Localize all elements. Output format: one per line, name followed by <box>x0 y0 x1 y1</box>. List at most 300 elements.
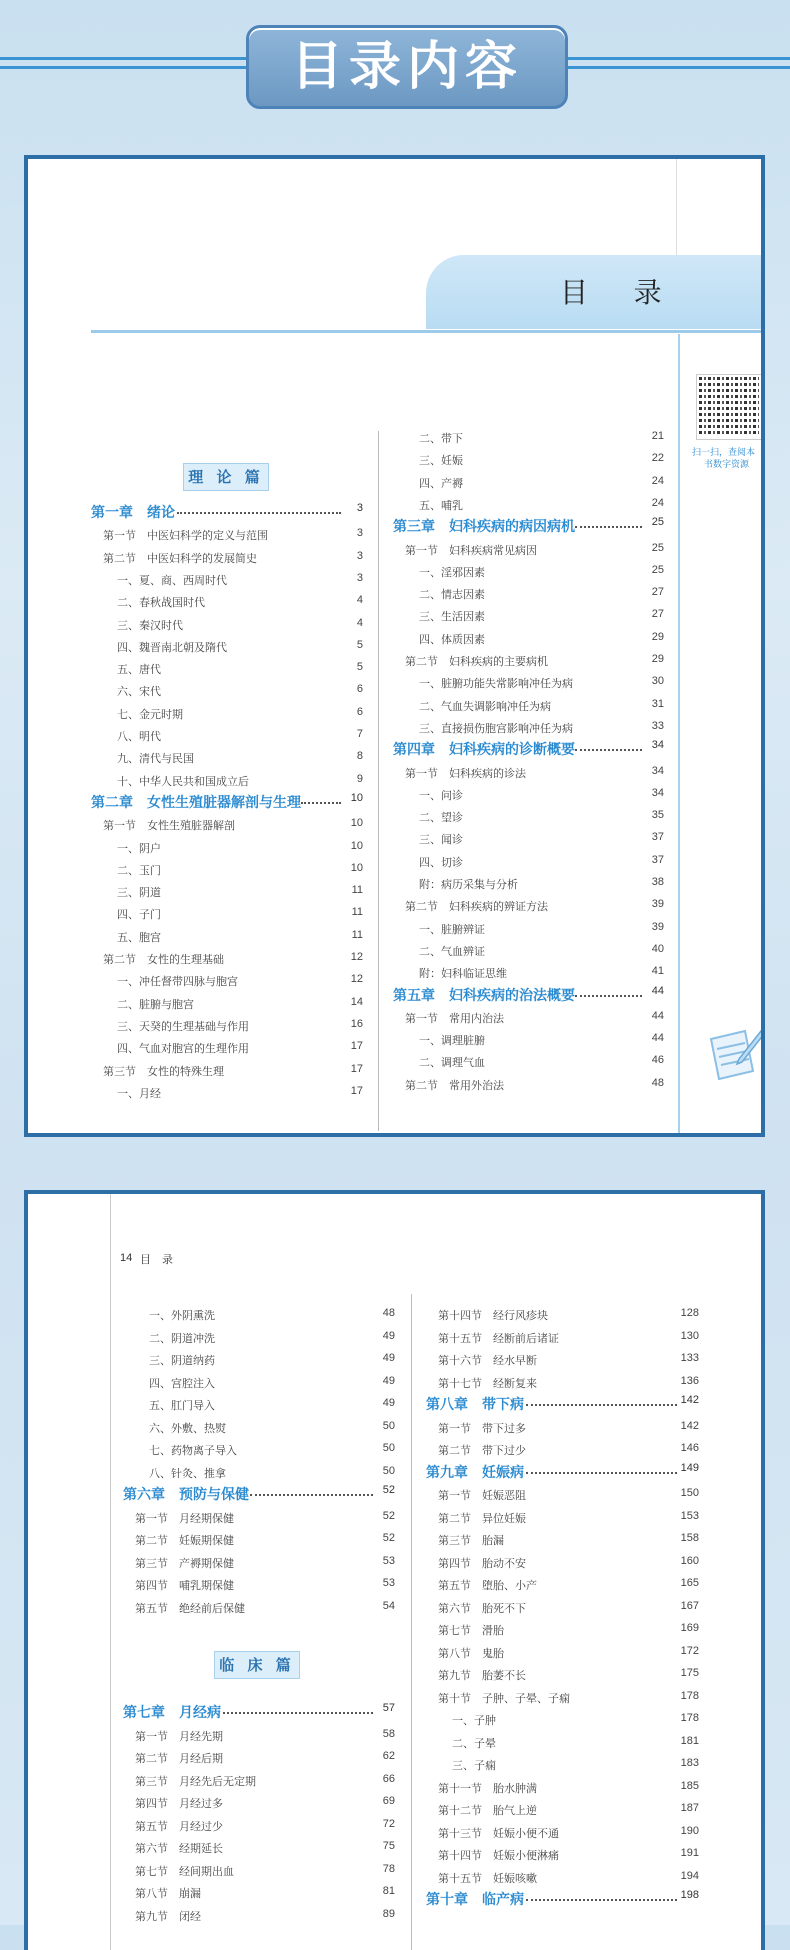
toc-entry-page: 187 <box>680 1802 699 1814</box>
toc-entry-title: 附：病历采集与分析 <box>419 878 518 891</box>
toc-entry-page: 175 <box>680 1667 699 1679</box>
toc-item[interactable] <box>117 1085 363 1107</box>
toc-section[interactable] <box>438 1352 699 1375</box>
toc-entry-page: 31 <box>651 697 664 710</box>
toc-section[interactable] <box>438 1420 699 1443</box>
toc-item[interactable] <box>117 706 363 728</box>
toc-entry-page: 25 <box>651 516 664 529</box>
toc-entry-page: 160 <box>680 1554 699 1567</box>
toc-entry-page: 48 <box>382 1307 395 1319</box>
toc-leader-dots <box>526 1889 677 1901</box>
toc-entry-page: 190 <box>680 1824 699 1837</box>
toc-entry-page: 158 <box>680 1532 699 1544</box>
toc-entry-page: 12 <box>350 973 363 986</box>
toc-item[interactable] <box>117 996 363 1018</box>
toc-entry-title: 第二节 中医妇科学的发展简史 <box>103 551 257 565</box>
toc-item[interactable] <box>452 1735 699 1758</box>
toc-item[interactable] <box>452 1712 699 1735</box>
toc-item[interactable] <box>419 475 664 497</box>
toc-entry-page: 14 <box>350 995 363 1008</box>
toc-section[interactable] <box>405 1077 664 1099</box>
toc-entry-title: 第五节 绝经前后保健 <box>135 1601 245 1615</box>
toc-section[interactable] <box>135 1885 395 1908</box>
toc-item[interactable] <box>149 1330 395 1353</box>
toc-leader-dots <box>250 1484 373 1496</box>
toc-section[interactable] <box>438 1780 699 1803</box>
toc-entry-title: 第二节 妇科疾病的辨证方法 <box>405 900 548 914</box>
toc-entry-title: 二、气血辨证 <box>419 944 485 958</box>
toc-entry-title: 第七章 月经病 <box>123 1704 221 1720</box>
toc-leader-dots <box>526 1462 677 1474</box>
toc-entry-page: 44 <box>651 984 664 997</box>
toc-item[interactable] <box>419 809 664 831</box>
toc-entry-title: 第一节 月经期保健 <box>135 1511 234 1525</box>
toc-entry-title: 第六节 胎死不下 <box>438 1601 526 1615</box>
toc-entry-title: 三、闻诊 <box>419 833 463 847</box>
toc-entry-page: 62 <box>382 1750 395 1762</box>
toc-section[interactable] <box>438 1577 699 1600</box>
toc-entry-page: 50 <box>382 1442 395 1454</box>
toc-entry-page: 4 <box>356 616 363 629</box>
toc-section[interactable] <box>103 1063 363 1085</box>
toc-item[interactable] <box>117 1018 363 1040</box>
toc-entry-page: 3 <box>356 549 363 562</box>
toc-page-1 <box>24 155 765 1137</box>
toc-item[interactable] <box>117 750 363 772</box>
toc-entry-page: 10 <box>350 839 363 852</box>
toc-section[interactable] <box>103 550 363 572</box>
toc-entry-page: 191 <box>680 1847 699 1859</box>
toc-entry-title: 二、玉门 <box>117 863 161 877</box>
toc-entry-page: 44 <box>651 1032 664 1045</box>
toc-section[interactable] <box>405 653 664 675</box>
toc-entry-page: 10 <box>350 791 363 804</box>
toc-entry-page: 136 <box>680 1374 699 1387</box>
toc-entry-page: 49 <box>382 1374 395 1387</box>
toc-entry-title: 五、唐代 <box>117 663 161 677</box>
toc-entry-title: 七、金元时期 <box>117 707 183 721</box>
toc-item[interactable] <box>117 661 363 683</box>
toc-item[interactable] <box>419 586 664 608</box>
toc-chapter[interactable] <box>91 792 363 814</box>
toc-entry-title: 第二节 妇科疾病的主要病机 <box>405 655 548 668</box>
toc-entry-page: 37 <box>651 831 664 844</box>
toc-section[interactable] <box>438 1690 699 1713</box>
toc-entry-page: 81 <box>382 1885 395 1897</box>
toc-item[interactable] <box>419 631 664 653</box>
toc-entry-title: 第二章 女性生殖脏器解剖与生理 <box>91 793 301 810</box>
toc-entry-title: 五、肛门导入 <box>149 1399 215 1412</box>
toc-entry-page: 5 <box>356 661 363 674</box>
toc-section[interactable] <box>135 1577 395 1600</box>
toc-entry-page: 167 <box>680 1599 699 1612</box>
toc-section[interactable] <box>438 1330 699 1353</box>
toc-entry-title: 八、明代 <box>117 730 161 743</box>
toc-entry-page: 41 <box>651 965 664 978</box>
toc-leader-dots <box>575 739 642 751</box>
toc-item[interactable] <box>117 572 363 594</box>
toc-item[interactable] <box>117 840 363 862</box>
toc-section[interactable] <box>135 1728 395 1751</box>
toc-entry-title: 二、子晕 <box>452 1736 496 1750</box>
toc-section[interactable] <box>405 542 664 564</box>
toc-item[interactable] <box>117 728 363 750</box>
toc-entry-title: 一、脏腑功能失常影响冲任为病 <box>419 677 573 691</box>
toc-entry-title: 第十五节 经断前后诸证 <box>438 1331 559 1345</box>
toc-section[interactable] <box>135 1795 395 1818</box>
toc-section[interactable] <box>135 1773 395 1796</box>
toc-entry-title: 二、气血失调影响冲任为病 <box>419 699 551 713</box>
toc-entry-page: 11 <box>351 906 363 919</box>
toc-entry-page: 49 <box>382 1329 395 1342</box>
toc-chapter[interactable] <box>426 1462 699 1485</box>
toc-section[interactable] <box>438 1825 699 1848</box>
toc-entry-page: 52 <box>382 1484 395 1496</box>
toc-section[interactable] <box>135 1818 395 1841</box>
part-label-clinical: 临 床 篇 <box>214 1651 300 1679</box>
toc-entry-title: 一、子肿 <box>452 1714 496 1727</box>
toc-entry-title: 四、子门 <box>117 908 161 922</box>
toc-entry-page: 35 <box>651 809 664 822</box>
page1-heading: 目 录 <box>560 276 664 309</box>
toc-section[interactable] <box>135 1750 395 1773</box>
toc-entry-title: 一、夏、商、西周时代 <box>117 573 227 587</box>
toc-entry-page: 46 <box>651 1054 664 1067</box>
toc-entry-page: 52 <box>382 1532 395 1544</box>
toc-leader-dots <box>177 502 341 514</box>
page2-header-page: 14 <box>120 1252 133 1264</box>
toc-section[interactable] <box>135 1863 395 1886</box>
toc-entry-page: 142 <box>680 1419 699 1432</box>
toc-item[interactable] <box>419 921 664 943</box>
toc-entry-title: 四、宫腔注入 <box>149 1376 215 1390</box>
toc-chapter[interactable] <box>393 516 664 538</box>
toc-entry-page: 130 <box>680 1329 699 1342</box>
page1-heading-rule <box>91 330 765 333</box>
toc-entry-page: 49 <box>382 1352 395 1364</box>
toc-entry-page: 34 <box>651 739 664 752</box>
toc-entry-title: 九、清代与民国 <box>117 752 194 766</box>
toc-entry-page: 178 <box>680 1712 699 1724</box>
toc-entry-title: 二、情志因素 <box>419 588 485 602</box>
toc-entry-page: 30 <box>651 675 664 688</box>
toc-chapter[interactable] <box>123 1484 395 1507</box>
toc-chapter[interactable] <box>123 1702 395 1725</box>
toc-entry-title: 二、春秋战国时代 <box>117 596 205 610</box>
toc-entry-page: 172 <box>680 1644 699 1657</box>
toc-entry-title: 四、产褥 <box>419 476 463 490</box>
toc-entry-page: 58 <box>382 1727 395 1740</box>
toc-section[interactable] <box>438 1487 699 1510</box>
toc-item[interactable] <box>117 1040 363 1062</box>
toc-item[interactable] <box>117 929 363 951</box>
toc-item[interactable] <box>419 452 664 474</box>
toc-item[interactable] <box>117 639 363 661</box>
toc-section[interactable] <box>135 1600 395 1623</box>
toc-item[interactable] <box>117 862 363 884</box>
toc-entry-title: 第三节 女性的特殊生理 <box>103 1064 224 1078</box>
page1-column-separator <box>378 431 379 1131</box>
toc-item[interactable] <box>149 1442 395 1465</box>
toc-entry-title: 第一节 中医妇科学的定义与范围 <box>103 529 268 543</box>
toc-entry-page: 146 <box>680 1442 699 1454</box>
toc-entry-title: 第九节 胎萎不长 <box>438 1669 526 1682</box>
toc-entry-page: 53 <box>382 1554 395 1567</box>
toc-entry-title: 第十三节 妊娠小便不通 <box>438 1826 559 1840</box>
toc-entry-title: 一、月经 <box>117 1086 161 1100</box>
toc-entry-page: 34 <box>651 786 664 799</box>
toc-entry-title: 二、望诊 <box>419 811 463 825</box>
toc-entry-title: 第四节 月经过多 <box>135 1797 223 1810</box>
toc-entry-page: 6 <box>356 705 363 718</box>
toc-entry-page: 198 <box>680 1889 699 1901</box>
toc-entry-page: 69 <box>382 1795 395 1807</box>
toc-entry-page: 25 <box>651 563 664 576</box>
toc-entry-page: 17 <box>350 1084 363 1097</box>
toc-section[interactable] <box>405 765 664 787</box>
toc-entry-page: 149 <box>680 1461 699 1474</box>
toc-entry-title: 第六章 预防与保健 <box>123 1486 249 1502</box>
toc-entry-page: 38 <box>651 876 664 888</box>
toc-chapter[interactable] <box>426 1889 699 1912</box>
toc-item[interactable] <box>117 683 363 705</box>
toc-item[interactable] <box>149 1307 395 1330</box>
toc-entry-page: 34 <box>651 764 664 777</box>
toc-entry-page: 5 <box>356 638 363 651</box>
toc-item[interactable] <box>419 787 664 809</box>
toc-item[interactable] <box>117 973 363 995</box>
toc-section[interactable] <box>103 817 363 839</box>
toc-item[interactable] <box>419 608 664 630</box>
toc-section[interactable] <box>438 1667 699 1690</box>
toc-item[interactable] <box>117 884 363 906</box>
toc-entry-title: 第四节 胎动不安 <box>438 1556 526 1570</box>
toc-item[interactable] <box>117 617 363 639</box>
toc-entry-title: 第九章 妊娠病 <box>426 1463 524 1480</box>
toc-leader-dots <box>223 1702 373 1714</box>
toc-item[interactable] <box>117 906 363 928</box>
toc-chapter[interactable] <box>91 502 363 524</box>
toc-entry-page: 153 <box>680 1509 699 1522</box>
toc-section[interactable] <box>438 1532 699 1555</box>
toc-item[interactable] <box>117 594 363 616</box>
toc-item[interactable] <box>149 1375 395 1398</box>
toc-item[interactable] <box>419 876 664 898</box>
toc-entry-page: 37 <box>651 853 664 866</box>
toc-entry-title: 第一章 绪论 <box>91 504 175 520</box>
toc-item[interactable] <box>419 943 664 965</box>
toc-section[interactable] <box>438 1802 699 1825</box>
toc-entry-page: 33 <box>651 719 664 732</box>
toc-entry-title: 三、天癸的生理基础与作用 <box>117 1019 249 1033</box>
toc-entry-page: 128 <box>680 1307 699 1319</box>
toc-entry-title: 二、脏腑与胞宫 <box>117 997 194 1011</box>
toc-section[interactable] <box>438 1645 699 1668</box>
toc-entry-page: 40 <box>651 942 664 955</box>
toc-entry-title: 三、阴道 <box>117 886 161 900</box>
toc-entry-title: 一、淫邪因素 <box>419 565 485 579</box>
toc-entry-page: 12 <box>350 951 363 963</box>
toc-entry-title: 八、针灸、推拿 <box>149 1466 226 1480</box>
toc-entry-title: 第十章 临产病 <box>426 1891 524 1907</box>
page2-column-separator <box>411 1294 412 1950</box>
toc-entry-title: 第二节 妊娠期保健 <box>135 1534 234 1547</box>
toc-entry-title: 第一节 妊娠恶阻 <box>438 1489 526 1502</box>
toc-section[interactable] <box>135 1510 395 1533</box>
toc-entry-page: 11 <box>351 884 363 897</box>
toc-section[interactable] <box>135 1555 395 1578</box>
toc-entry-title: 三、直接损伤胞宫影响冲任为病 <box>419 721 573 735</box>
toc-entry-title: 一、问诊 <box>419 788 463 802</box>
toc-entry-title: 第一节 常用内治法 <box>405 1011 504 1025</box>
toc-section[interactable] <box>135 1908 395 1931</box>
toc-chapter[interactable] <box>426 1394 699 1417</box>
toc-entry-page: 78 <box>382 1862 395 1875</box>
toc-entry-title: 一、冲任督带四脉与胞宫 <box>117 975 238 989</box>
toc-entry-title: 第五章 妇科疾病的治法概要 <box>393 986 575 1003</box>
toc-entry-title: 第十四节 妊娠小便淋痛 <box>438 1849 559 1862</box>
toc-entry-page: 24 <box>651 474 664 487</box>
toc-entry-page: 39 <box>651 920 664 933</box>
toc-entry-page: 17 <box>350 1040 363 1053</box>
toc-entry-title: 第八节 鬼胎 <box>438 1646 504 1660</box>
toc-entry-title: 第一节 女性生殖脏器解剖 <box>103 819 235 833</box>
toc-entry-title: 第十节 子肿、子晕、子痫 <box>438 1691 570 1705</box>
toc-chapter[interactable] <box>393 985 664 1007</box>
toc-section[interactable] <box>135 1532 395 1555</box>
toc-item[interactable] <box>419 698 664 720</box>
toc-section[interactable] <box>438 1622 699 1645</box>
toc-entry-page: 10 <box>350 861 363 874</box>
toc-item[interactable] <box>149 1352 395 1375</box>
toc-section[interactable] <box>405 1010 664 1032</box>
toc-item[interactable] <box>419 430 664 452</box>
toc-entry-title: 第十七节 经断复来 <box>438 1376 537 1390</box>
page2-header-title: 目 录 <box>140 1253 173 1266</box>
toc-entry-title: 四、魏晋南北朝及隋代 <box>117 640 227 654</box>
toc-entry-page: 29 <box>651 653 664 665</box>
qr-caption-2: 书数字资源 <box>704 460 750 470</box>
toc-entry-title: 六、宋代 <box>117 685 161 699</box>
toc-entry-title: 第三节 月经先后无定期 <box>135 1774 256 1788</box>
toc-entry-page: 48 <box>651 1076 664 1089</box>
toc-entry-page: 21 <box>651 430 664 442</box>
toc-entry-title: 附：妇科临证思维 <box>419 967 507 981</box>
toc-entry-title: 二、阴道冲洗 <box>149 1331 215 1345</box>
toc-entry-page: 169 <box>680 1622 699 1634</box>
toc-entry-title: 第四章 妇科疾病的诊断概要 <box>393 741 575 758</box>
toc-leader-dots <box>301 792 341 804</box>
toc-leader-dots <box>526 1394 677 1406</box>
toc-page-2 <box>24 1190 765 1950</box>
part-label-theory: 理 论 篇 <box>183 463 269 491</box>
toc-section[interactable] <box>438 1555 699 1578</box>
toc-item[interactable] <box>149 1420 395 1443</box>
toc-entry-page: 9 <box>356 772 363 785</box>
toc-entry-page: 72 <box>382 1817 395 1830</box>
toc-entry-title: 第一节 妇科疾病常见病因 <box>405 543 537 557</box>
toc-entry-title: 第二节 异位妊娠 <box>438 1511 526 1525</box>
toc-entry-title: 七、药物离子导入 <box>149 1444 237 1457</box>
toc-entry-page: 29 <box>651 630 664 643</box>
toc-entry-title: 五、哺乳 <box>419 498 463 512</box>
toc-entry-page: 142 <box>680 1394 699 1406</box>
toc-entry-page: 3 <box>356 571 363 584</box>
toc-entry-title: 三、秦汉时代 <box>117 618 183 632</box>
toc-entry-page: 49 <box>382 1397 395 1409</box>
toc-entry-page: 22 <box>651 452 664 465</box>
toc-entry-page: 181 <box>680 1734 699 1747</box>
toc-item[interactable] <box>419 564 664 586</box>
toc-entry-page: 11 <box>351 928 363 941</box>
page1-margin-vline <box>678 334 680 1137</box>
toc-entry-title: 第九节 闭经 <box>135 1909 201 1923</box>
toc-entry-title: 四、体质因素 <box>419 632 485 646</box>
toc-entry-title: 第十六节 经水早断 <box>438 1354 537 1367</box>
toc-entry-page: 57 <box>382 1702 395 1714</box>
toc-item[interactable] <box>419 1054 664 1076</box>
toc-section[interactable] <box>438 1600 699 1623</box>
toc-entry-page: 7 <box>356 728 363 740</box>
toc-item[interactable] <box>452 1757 699 1780</box>
notebook-pen-icon <box>705 1025 765 1081</box>
toc-entry-title: 一、阴户 <box>117 841 161 855</box>
toc-entry-title: 十、中华人民共和国成立后 <box>117 774 249 788</box>
toc-section[interactable] <box>405 898 664 920</box>
toc-entry-page: 8 <box>356 750 363 763</box>
toc-entry-page: 53 <box>382 1577 395 1589</box>
toc-entry-page: 66 <box>382 1772 395 1785</box>
toc-entry-title: 三、生活因素 <box>419 610 485 624</box>
toc-section[interactable] <box>103 527 363 549</box>
toc-entry-title: 二、调理气血 <box>419 1056 485 1070</box>
toc-entry-title: 第五节 堕胎、小产 <box>438 1579 537 1592</box>
toc-entry-title: 第三节 产褥期保健 <box>135 1556 234 1570</box>
toc-entry-page: 39 <box>651 898 664 911</box>
toc-entry-title: 第二节 月经后期 <box>135 1752 223 1765</box>
qr-code-icon[interactable] <box>697 375 761 439</box>
toc-entry-title: 三、妊娠 <box>419 454 463 468</box>
toc-entry-title: 六、外敷、热熨 <box>149 1421 226 1435</box>
toc-item[interactable] <box>419 675 664 697</box>
toc-entry-title: 一、调理脏腑 <box>419 1034 485 1048</box>
toc-entry-page: 89 <box>382 1907 395 1920</box>
toc-entry-title: 三、子痫 <box>452 1759 496 1772</box>
toc-entry-page: 50 <box>382 1464 395 1477</box>
toc-entry-title: 第一节 月经先期 <box>135 1729 223 1743</box>
toc-item[interactable] <box>149 1397 395 1420</box>
toc-item[interactable] <box>419 831 664 853</box>
toc-item[interactable] <box>419 854 664 876</box>
toc-entry-title: 第一节 妇科疾病的诊法 <box>405 766 526 780</box>
toc-section[interactable] <box>438 1510 699 1533</box>
toc-entry-page: 185 <box>680 1779 699 1792</box>
toc-entry-page: 54 <box>382 1599 395 1612</box>
toc-section[interactable] <box>135 1840 395 1863</box>
toc-entry-page: 44 <box>651 1009 664 1022</box>
toc-entry-title: 第一节 带下过多 <box>438 1421 526 1435</box>
toc-item[interactable] <box>419 1032 664 1054</box>
toc-entry-title: 五、胞宫 <box>117 930 161 944</box>
toc-section[interactable] <box>438 1847 699 1870</box>
toc-entry-page: 52 <box>382 1509 395 1522</box>
toc-entry-title: 四、切诊 <box>419 855 463 869</box>
toc-entry-page: 10 <box>350 817 363 830</box>
toc-section[interactable] <box>438 1307 699 1330</box>
toc-entry-title: 第八章 带下病 <box>426 1396 524 1412</box>
toc-chapter[interactable] <box>393 739 664 761</box>
toc-section[interactable] <box>103 951 363 973</box>
